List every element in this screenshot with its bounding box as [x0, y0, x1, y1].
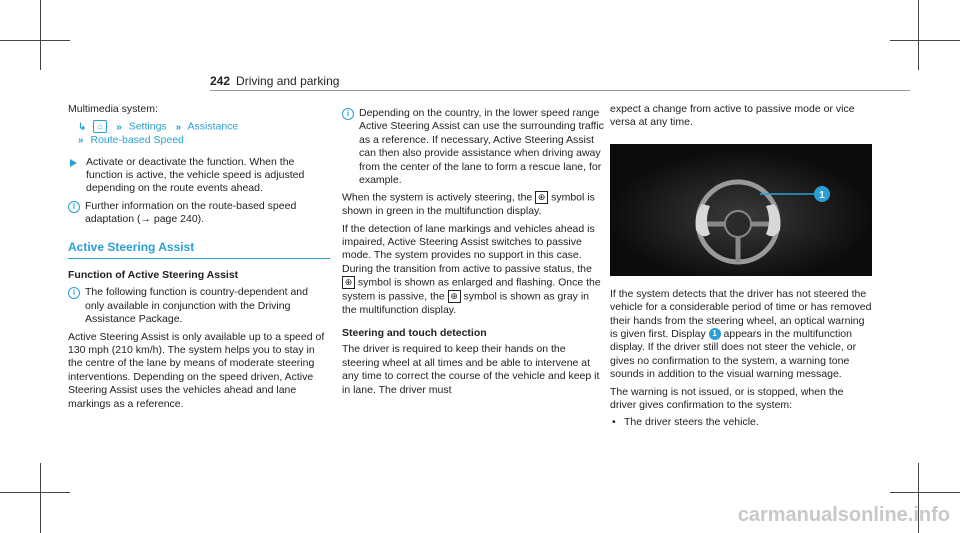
- nav-settings: Settings: [128, 120, 167, 133]
- crop-mark: [890, 40, 960, 41]
- info-icon: i: [342, 108, 354, 120]
- nav-path: [68, 120, 330, 147]
- body-paragraph: [610, 288, 872, 382]
- crop-mark: [0, 40, 70, 41]
- steering-assist-icon: ⊕: [448, 290, 461, 303]
- column-1: [68, 103, 330, 415]
- nav-assistance: Assistance: [187, 120, 239, 133]
- header-divider: [210, 90, 910, 91]
- chevron-right-icon: »: [116, 121, 122, 133]
- instruction-step: [68, 156, 330, 196]
- nav-intro: Multimedia system:: [68, 103, 158, 115]
- body-paragraph: Active Steering Assist is only available up to a speed of 130 mph (210 km/h). The system helps you to stay in the centre of the lane by means of moderate steering interventions. Depending on the speed driven, Active Steering Assist uses the vehicles ahead and lane markings as a reference.: [68, 330, 325, 410]
- steering-assist-icon: ⊕: [535, 191, 548, 204]
- text-span: appears in the multifunction display. If the driver still does not steer the vehicle, or gives no confirmation to the system, a warning tone sounds in addition to the visual warning message.: [610, 328, 857, 381]
- steering-assist-icon: ⊕: [342, 276, 355, 289]
- steering-wheel-figure: [610, 144, 872, 276]
- figure-callout: 1: [819, 189, 825, 201]
- body-paragraph: [342, 223, 604, 317]
- info-icon: i: [68, 287, 80, 299]
- nav-arrow-icon: ↳: [78, 121, 87, 133]
- text-span: symbol is shown as gray in the multifunction display.: [342, 290, 590, 316]
- info-note: [68, 200, 330, 227]
- crop-mark: [40, 463, 41, 533]
- page-header: [210, 74, 339, 88]
- body-paragraph: The warning is not issued, or is stopped, when the driver gives confirmation to the system:: [610, 385, 844, 412]
- watermark: carmanualsonline.info: [737, 504, 950, 526]
- chapter-title: Driving and parking: [236, 74, 340, 88]
- callout-badge: 1: [709, 328, 721, 340]
- steering-wheel-illustration: [610, 144, 872, 276]
- info-icon: i: [68, 201, 80, 213]
- body-paragraph: The driver is required to keep their hands on the steering wheel at all times and be able to intervene at any time to correct the course of the vehicle and keep it in lane. The driver must: [342, 343, 600, 396]
- crop-mark: [0, 492, 70, 493]
- chevron-right-icon: »: [175, 121, 182, 133]
- step-text: Activate or deactivate the function. When the function is active, the vehicle speed is adjusted depending on the route events ahead.: [86, 155, 305, 195]
- crop-mark: [918, 0, 919, 70]
- list-item: • The driver steers the vehicle.: [610, 416, 872, 429]
- text-span: When the system is actively steering, the: [342, 191, 533, 204]
- text-span: symbol is shown as enlarged and flashing. Once the system is passive, the: [342, 276, 601, 303]
- chevron-right-icon: »: [78, 135, 84, 147]
- text-span: symbol is shown in green in the multifunction display.: [342, 191, 595, 218]
- text-span: If the system detects that the driver has not steered the vehicle for a considerable period of time or has removed their hands from the steering wheel, an optical warning is given first. Display: [610, 287, 872, 341]
- crop-mark: [40, 0, 41, 70]
- body-paragraph: [342, 191, 604, 218]
- body-paragraph: expect a change from active to passive mode or vice versa at any time.: [610, 103, 855, 129]
- subsection-title: Function of Active Steering Assist: [68, 268, 239, 281]
- crop-mark: [890, 492, 960, 493]
- nav-route-based-speed: Route-based Speed: [90, 134, 184, 147]
- note-text: The following function is country-dependent and only available in conjunction with the Driving Assistance Package.: [85, 286, 308, 326]
- column-3: [610, 103, 872, 430]
- note-text: Depending on the country, in the lower speed range Active Steering Assist can use the surrounding traffic as a reference. If necessary, Active Steering Assist can then also provide assistance when driving away from the center of the lane to form a rescue lane, for example.: [359, 107, 604, 187]
- column-2: [342, 103, 604, 401]
- info-note: [68, 286, 330, 326]
- home-icon: ⌂: [93, 120, 107, 133]
- subsection-title: Steering and touch detection: [342, 326, 487, 339]
- note-text: Further information on the route-based speed adaptation (→ page 240).: [85, 199, 297, 226]
- text-span: If the detection of lane markings and vehicles ahead is impaired, Active Steering Assist switches to passive mode. The system provides no support in this case. During the transition from active to passive status, the: [342, 222, 595, 275]
- info-note: [342, 107, 604, 187]
- section-title: Active Steering Assist: [68, 241, 330, 259]
- page-number: 242: [210, 74, 231, 88]
